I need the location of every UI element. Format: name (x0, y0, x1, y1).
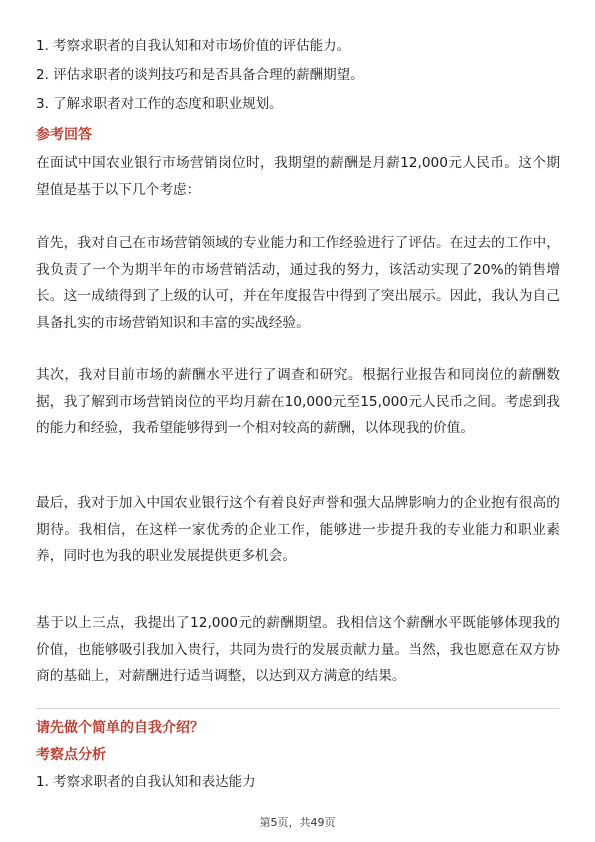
answer-paragraph-4: 最后，我对于加入中国农业银行这个有着良好声誉和强大品牌影响力的企业抱有很高的期待。我相信，在这样一家优秀的企业工作，能够进一步提升我的专业能力和职业素养，同时也为我的职业发展提供更多机会。 (36, 495, 560, 564)
question-title: 请先做个简单的自我介绍？ (36, 720, 204, 736)
section-divider (36, 708, 559, 709)
prev-point-2: 2. 评估求职者的谈判技巧和是否具备合理的薪酬期望。 (36, 67, 364, 83)
answer-paragraph-2: 首先，我对自己在市场营销领域的专业能力和工作经验进行了评估。在过去的工作中，我负责了一个为期半年的市场营销活动，通过我的努力，该活动实现了20%的销售增长。这一成绩得到了上级的认可，并在年度报告中得到了突出展示。因此，我认为自己具备扎实的市场营销知识和丰富的实战经验。 (36, 235, 560, 331)
answer-paragraph-1: 在面试中国农业银行市场营销岗位时，我期望的薪酬是月薪12,000元人民币。这个期望值是基于以下几个考虑： (36, 155, 560, 198)
analysis-point-1: 1. 考察求职者的自我认知和表达能力 (36, 774, 256, 790)
answer-heading: 参考回答 (36, 127, 92, 143)
prev-point-3: 3. 了解求职者对工作的态度和职业规划。 (36, 96, 283, 112)
analysis-heading: 考察点分析 (36, 747, 106, 763)
answer-paragraph-5: 基于以上三点，我提出了12,000元的薪酬期望。我相信这个薪酬水平既能够体现我的价值，也能够吸引我加入贵行，共同为贵行的发展贡献力量。当然，我也愿意在双方协商的基础上，对薪酬进行适当调整，以达到双方满意的结果。 (36, 615, 560, 684)
prev-point-1: 1. 考察求职者的自我认知和对市场价值的评估能力。 (36, 38, 351, 54)
answer-paragraph-3: 其次，我对目前市场的薪酬水平进行了调查和研究。根据行业报告和同岗位的薪酬数据，我了解到市场营销岗位的平均月薪在10,000元至15,000元人民币之间。考虑到我的能力和经验，我希望能够得到一个相对较高的薪酬，以体现我的价值。 (36, 367, 560, 436)
page-number: 第5页，共49页 (259, 816, 336, 829)
